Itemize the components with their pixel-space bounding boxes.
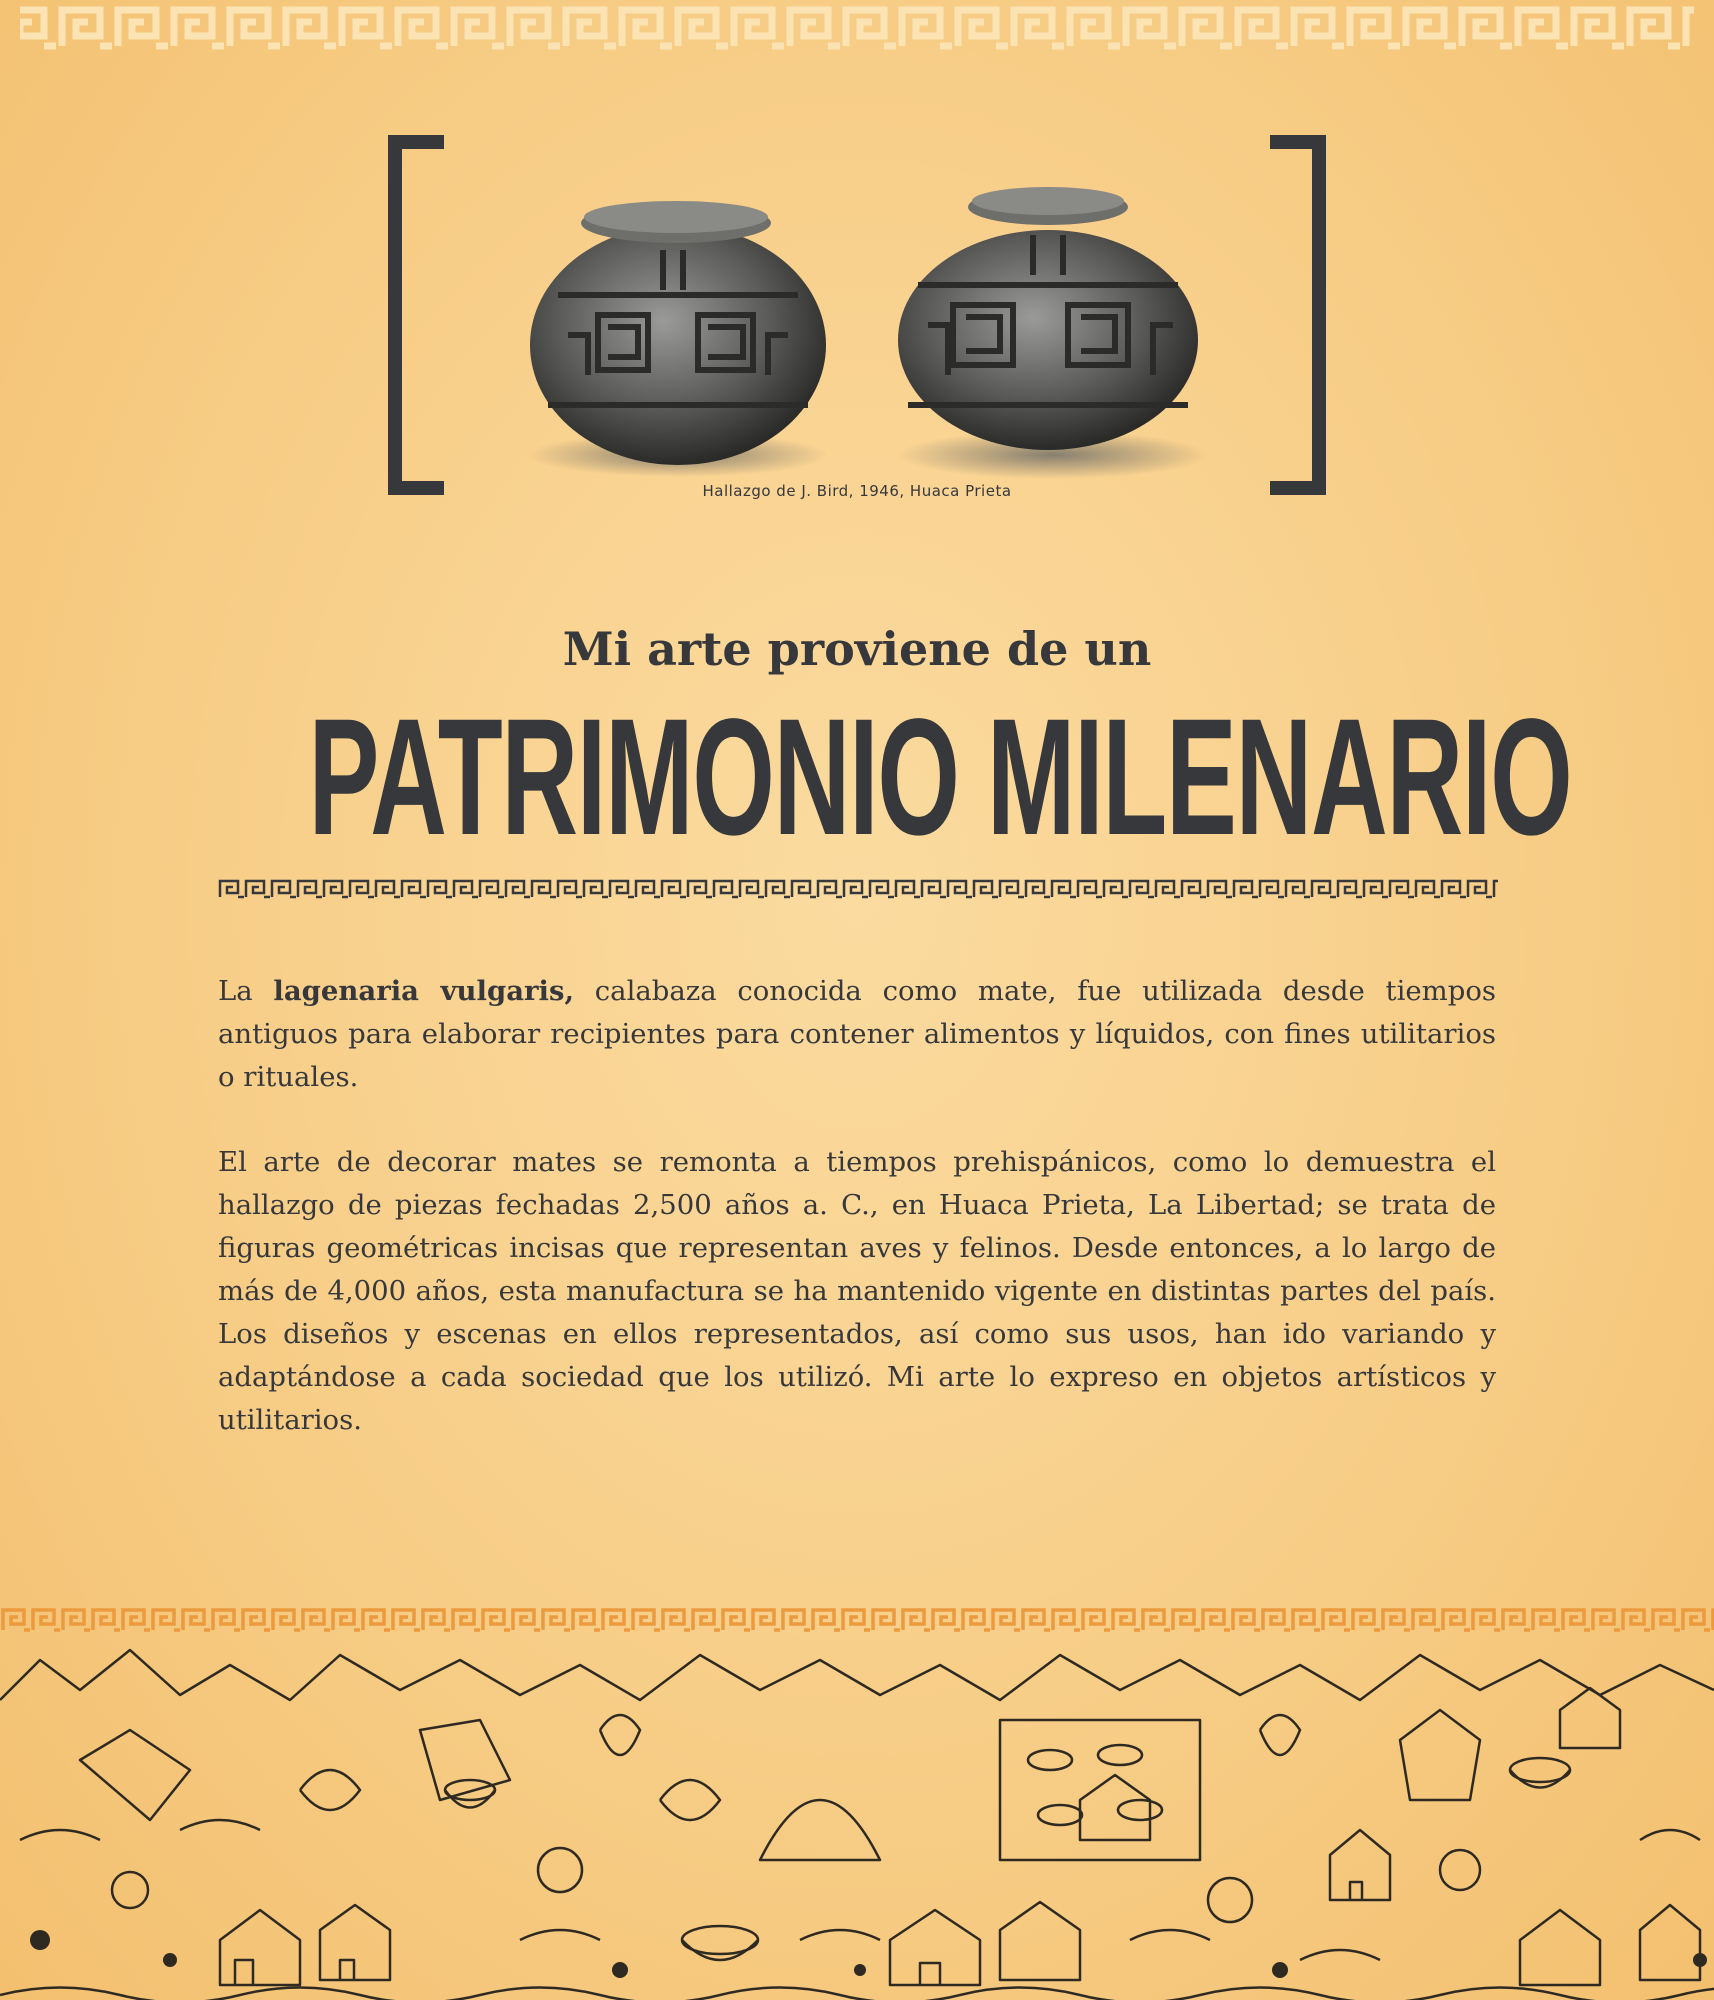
species-name: lagenaria vulgaris, [273,975,575,1007]
paragraph-1-prefix: La [218,975,274,1007]
top-greek-key-border [0,0,1714,56]
photo-caption: Hallazgo de J. Bird, 1946, Huaca Prieta [702,482,1012,500]
gourd-right [898,187,1208,479]
artifact-photo-frame [388,135,1326,495]
gourd-left [528,201,828,477]
left-bracket [388,135,444,495]
title-greek-key-divider [218,877,1498,901]
body-text [218,970,1496,1484]
illustrated-village-scene [0,1640,1714,2000]
heading-subtitle: Mi arte proviene de un [562,622,1152,676]
carved-gourds-photo [508,155,1228,485]
paragraph-1 [218,970,1496,1099]
paragraph-1-rest: calabaza conocida como mate, fue utilizada desde tiempos antiguos para elaborar recipientes para contener alimentos y líquidos, con fines utilitarios o rituales. [218,975,1497,1093]
page-title: PATRIMONIO MILENARIO [308,685,1572,870]
bottom-greek-key-border [0,1605,1714,1635]
right-bracket [1270,135,1326,495]
paragraph-2: El arte de decorar mates se remonta a tiempos prehispánicos, como lo demuestra el hallazgo de piezas fechadas 2,500 años a. C., en Huaca Prieta, La Libertad; se trata de figuras geométricas incisas que representan aves y felinos. Desde entonces, a lo largo de más de 4,000 años, esta manufactura se ha mantenido vigente en distintas partes del país. Los diseños y escenas en ellos representados, así como sus usos, han ido variando y adaptándose a cada sociedad que los utilizó. Mi arte lo expreso en objetos artísticos y utilitarios. [218,1146,1496,1436]
